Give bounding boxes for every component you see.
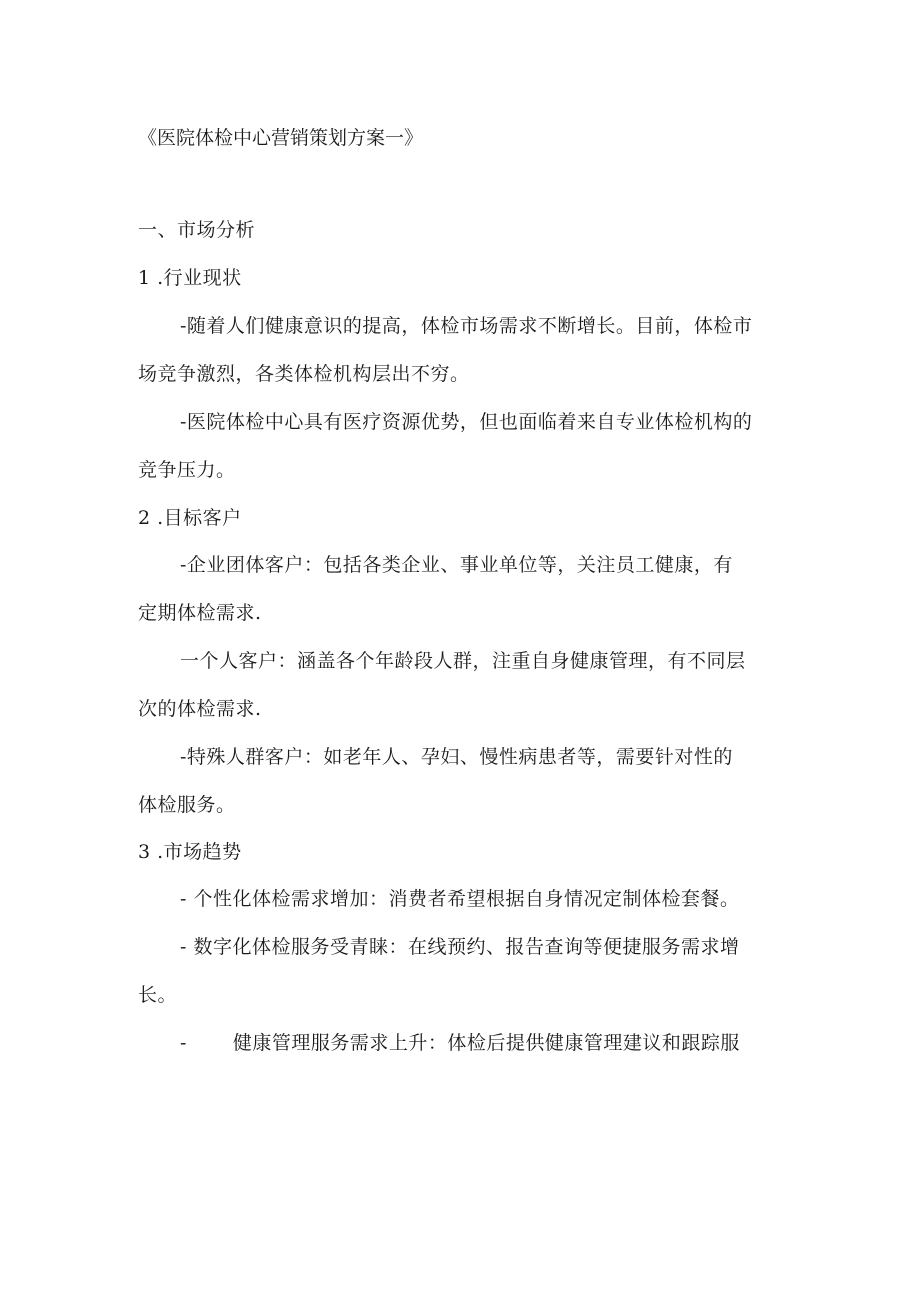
paragraph-line: -医院体检中心具有医疗资源优势，但也面临着来自专业体检机构的 xyxy=(180,411,753,433)
paragraph-line: 体检服务。 xyxy=(138,794,236,816)
paragraph-text: 健康管理服务需求上升：体检后提供健康管理建议和跟踪服 xyxy=(232,1032,740,1054)
paragraph-line: 一个人客户：涵盖各个年龄段人群，注重自身健康管理，有不同层 xyxy=(180,650,746,672)
subheading-industry-status: 1 .行业现状 xyxy=(138,267,242,289)
paragraph-line: 次的体检需求. xyxy=(138,698,262,720)
paragraph-line: - 数字化体检服务受青睐：在线预约、报告查询等便捷服务需求增 xyxy=(180,936,740,958)
paragraph-line: 竞争压力。 xyxy=(138,459,236,481)
paragraph-line: 场竞争激烈，各类体检机构层出不穷。 xyxy=(138,363,470,385)
paragraph-line: 长。 xyxy=(138,984,178,1006)
paragraph-line: -企业团体客户：包括各类企业、事业单位等，关注员工健康，有 xyxy=(180,554,733,576)
paragraph-line: -特殊人群客户：如老年人、孕妇、慢性病患者等，需要针对性的 xyxy=(180,746,733,768)
paragraph-line: - 个性化体检需求增加：消费者希望根据自身情况定制体检套餐。 xyxy=(180,888,740,910)
section-heading-market-analysis: 一、市场分析 xyxy=(138,219,256,241)
paragraph-line xyxy=(180,1031,740,1055)
bullet-dash: - xyxy=(180,1032,187,1054)
paragraph-line: -随着人们健康意识的提高，体检市场需求不断增长。目前，体检市 xyxy=(180,315,753,337)
subheading-target-customers: 2 .目标客户 xyxy=(138,507,242,529)
subheading-market-trends: 3 .市场趋势 xyxy=(138,841,242,863)
document-title: 《医院体检中心营销策划方案一》 xyxy=(138,127,424,149)
paragraph-line: 定期体检需求. xyxy=(138,602,262,624)
